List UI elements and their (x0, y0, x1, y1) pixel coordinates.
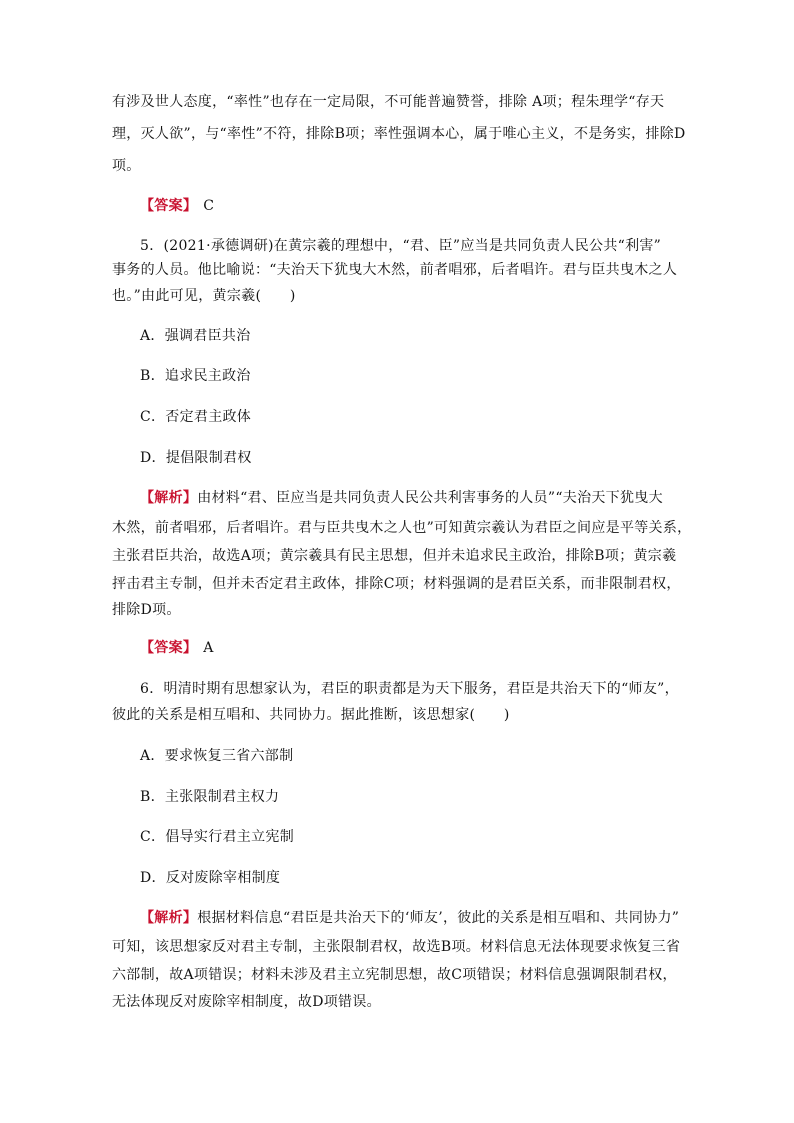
question-6-stem: 6．明清时期有思想家认为，君臣的职责都是为天下服务，君臣是共治天下的“师友”， (140, 681, 679, 697)
prev-explanation-line: 有涉及世人态度，“率性”也存在一定局限，不可能普遍赞誉，排除 A项；程朱理学“存天 (112, 94, 665, 110)
answer-tag: 【答案】 (140, 198, 198, 214)
question-5-stem: 也。”由此可见，黄宗羲( ) (112, 288, 296, 304)
answer-row-q5 (140, 638, 720, 658)
q5-option-d: D．提倡限制君权 (140, 450, 252, 466)
q5-analysis-line: 抨击君主专制，但并未否定君主政体，排除C项；材料强调的是君臣关系，而非限制君权， (112, 576, 681, 592)
q6-option-a: A．要求恢复三省六部制 (140, 748, 294, 764)
answer-value: A (203, 640, 214, 656)
q6-analysis-line: 可知，该思想家反对君主专制，主张限制君权，故选B项。材料信息无法体现要求恢复三省 (112, 939, 681, 955)
q5-analysis-line (140, 488, 720, 508)
analysis-text: 根据材料信息“君臣是共治天下的‘师友’，彼此的关系是相互唱和、共同协力” (197, 910, 680, 926)
question-6-stem: 彼此的关系是相互唱和、共同协力。据此推断，该思想家( ) (112, 707, 510, 723)
prev-explanation-line: 理，灭人欲”，与“率性”不符，排除B项；率性强调本心，属于唯心主义，不是务实，排除D (112, 126, 686, 142)
q6-analysis-line: 六部制，故A项错误；材料未涉及君主立宪制思想，故C项错误；材料信息强调限制君权， (112, 967, 677, 983)
q5-option-a: A．强调君臣共治 (140, 328, 251, 344)
prev-explanation-line: 项。 (112, 158, 141, 174)
q6-option-d: D．反对废除宰相制度 (140, 870, 281, 886)
q5-analysis-line: 木然，前者唱邪，后者唱许。君与臣共曳木之人也”可知黄宗羲认为君臣之间应是平等关系， (112, 520, 692, 536)
q6-analysis-line: 无法体现反对废除宰相制度，故D项错误。 (112, 994, 381, 1010)
q5-option-c: C．否定君主政体 (140, 409, 252, 425)
q5-analysis-line: 主张君臣共治，故选A项；黄宗羲具有民主思想，但并未追求民主政治，排除B项；黄宗羲 (112, 548, 677, 564)
answer-row-q4 (140, 196, 720, 216)
q5-option-b: B．追求民主政治 (140, 368, 251, 384)
question-5-stem: 事务的人员。他比喻说：“夫治天下犹曳大木然，前者唱邪，后者唱许。君与臣共曳木之人 (112, 262, 678, 278)
analysis-tag: 【解析】 (140, 490, 198, 506)
answer-value: C (203, 198, 215, 214)
q6-option-b: B．主张限制君主权力 (140, 789, 280, 805)
question-5-stem: 5．(2021·承德调研)在黄宗羲的理想中，“君、臣”应当是共同负责人民公共“利害” (140, 238, 662, 254)
q5-analysis-line: 排除D项。 (112, 602, 181, 618)
q6-analysis-line (140, 908, 720, 928)
q6-option-c: C．倡导实行君主立宪制 (140, 829, 295, 845)
analysis-text: 由材料“君、臣应当是共同负责人民公共利害事务的人员”“夫治天下犹曳大 (197, 490, 663, 506)
analysis-tag: 【解析】 (140, 910, 198, 926)
answer-tag: 【答案】 (140, 640, 198, 656)
